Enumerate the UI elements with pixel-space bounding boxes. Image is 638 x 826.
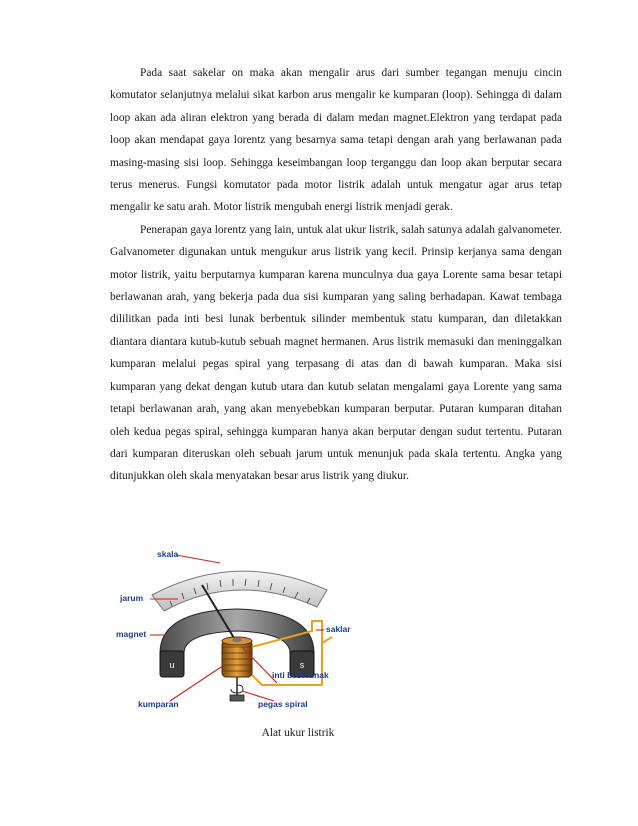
label-saklar: saklar <box>326 624 351 634</box>
coil <box>222 637 252 677</box>
label-jarum: jarum <box>120 593 144 603</box>
scale <box>152 571 327 611</box>
pole-u-label: u <box>169 660 175 670</box>
label-magnet: magnet <box>116 629 147 639</box>
galvanometer-figure <box>112 535 372 725</box>
paragraph-2: Penerapan gaya lorentz yang lain, untuk alat ukur listrik, salah satunya adalah galvanometer. Galvanometer digunakan untuk mengukur arus listrik yang kecil. Prinsip kerjanya sama dengan motor listrik, yaitu berputarnya kumparan karena munculnya dua gaya Lorente sama besar tetapi berlawanan arah, yang bekerja pada dua sisi kumparan yang saling berhadapan. Kawat tembaga dililitkan pada inti besi lunak berbentuk silinder membentuk statu kumparan, dan diletakkan diantara diantara kutub-kutub sebuah magnet hermanen. Arus listrik memasuki dan meninggalkan kumparan melalui pegas spiral yang terpasang di atas dan di bawah kumparan. Maka sisi kumparan yang dekat dengan kutub utara dan kutub selatan mengalami gaya Lorente yang sama tetapi berlawanan arah, yang akan menyebebkan kumparan berputar. Putaran kumparan ditahan oleh kedua pegas spiral, sehingga kumparan hanya akan berputar dengan sudut tertentu. Putaran dari kumparan diteruskan oleh sebuah jarum untuk menunjuk pada skala tertentu. Angka yang ditunjukkan oleh skala menyatakan besar arus listrik yang diukur. <box>110 223 562 483</box>
label-skala: skala <box>157 549 179 559</box>
paragraph-1: Pada saat sakelar on maka akan mengalir arus dari sumber tegangan menuju cincin komutator selanjutnya melalui sikat karbon arus mengalir ke kumparan (loop). Sehingga di dalam loop akan ada aliran elektron yang berada di dalam medan magnet.Elektron yang terdapat pada loop akan mendapat gaya lorentz yang besarnya sama tetapi dengan arah yang berlawanan pada masing-masing sisi loop. Sehingga keseimbangan loop terganggu dan loop akan berputar secara terus menerus. Fungsi komutator pada motor listrik adalah untuk mengatur agar arus tetap mengalir ke satu arah. Motor listrik mengubah energi listrik menjadi gerak. <box>110 67 562 214</box>
label-inti-besi-lunak: inti besi lunak <box>272 670 329 680</box>
label-pegas-spiral: pegas spiral <box>258 699 308 709</box>
label-kumparan: kumparan <box>138 699 179 709</box>
galvanometer-illustration <box>112 535 372 725</box>
pole-s-label: s <box>299 660 305 670</box>
spiral-spring <box>230 677 244 701</box>
body-text <box>110 62 562 488</box>
figure-caption: Alat ukur listrik <box>261 727 335 739</box>
